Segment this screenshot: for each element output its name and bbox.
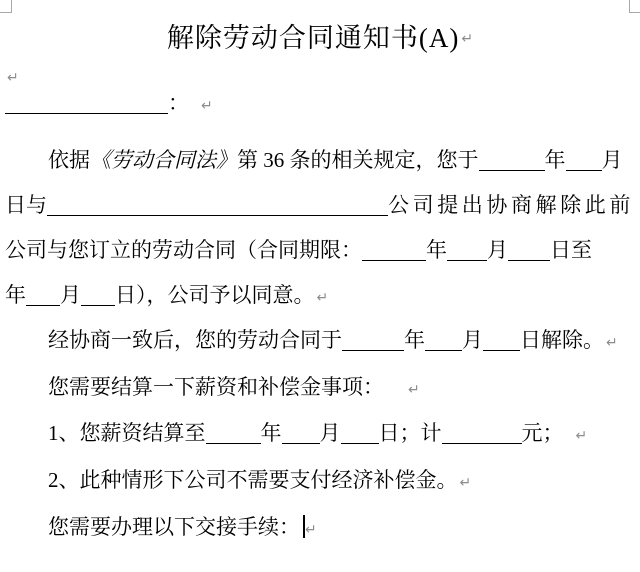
body-line-3[interactable] xyxy=(5,233,635,267)
text-run[interactable]: 元； xyxy=(521,421,564,445)
text-run[interactable]: 经协商一致后，您的劳动合同于 xyxy=(48,328,342,352)
paragraph-mark-icon: ↵ xyxy=(606,335,618,351)
text-run[interactable]: 月 xyxy=(487,238,508,262)
fill-in-blank-underline[interactable] xyxy=(81,286,115,306)
page-margin-crop-mark-top-left xyxy=(0,0,12,13)
body-line-2[interactable] xyxy=(5,188,635,222)
text-run[interactable]: 《劳动合同法》 xyxy=(90,148,237,172)
fill-in-blank-underline[interactable] xyxy=(206,424,261,444)
text-run[interactable]: 1、您薪资结算至 xyxy=(48,421,206,445)
fill-in-blank-underline[interactable] xyxy=(342,331,404,351)
text-run[interactable]: 公司与您订立的劳动合同（合同期限： xyxy=(5,238,362,262)
fill-in-blank-underline[interactable] xyxy=(483,331,520,351)
text-run[interactable]: 日与 xyxy=(5,193,47,217)
fill-in-blank-underline[interactable] xyxy=(47,196,388,216)
fill-in-blank-underline[interactable] xyxy=(479,151,545,171)
paragraph-mark-icon: ↵ xyxy=(305,522,317,538)
paragraph-mark-icon: ↵ xyxy=(201,98,213,114)
fill-in-blank-underline[interactable] xyxy=(5,94,168,114)
text-run[interactable]: 依据 xyxy=(48,148,90,172)
salutation-line[interactable] xyxy=(5,86,635,120)
paragraph-mark-icon: ↵ xyxy=(461,31,474,47)
fill-in-blank-underline[interactable] xyxy=(566,151,602,171)
fill-in-blank-underline[interactable] xyxy=(442,424,522,444)
document-title[interactable]: 解除劳动合同通知书(A) xyxy=(166,23,460,53)
text-run[interactable]: ： xyxy=(168,91,189,115)
text-run[interactable]: 日至 xyxy=(550,238,592,262)
text-run[interactable]: 日解除。 xyxy=(520,328,604,352)
text-run[interactable]: 月 xyxy=(601,148,623,172)
space-gap xyxy=(564,439,574,440)
paragraph-mark-icon: ↵ xyxy=(316,290,329,306)
body-line-9[interactable] xyxy=(5,510,635,544)
text-run[interactable]: 年 xyxy=(5,283,26,307)
text-run[interactable]: 月 xyxy=(319,421,341,445)
fill-in-blank-underline[interactable] xyxy=(425,331,462,351)
body-line-7[interactable] xyxy=(5,416,635,450)
fill-in-blank-underline[interactable] xyxy=(26,286,60,306)
space-gap xyxy=(189,109,199,110)
text-run[interactable]: 月 xyxy=(462,328,483,352)
paragraph-mark-icon: ↵ xyxy=(408,382,420,398)
body-line-4[interactable] xyxy=(5,278,635,312)
fill-in-blank-underline[interactable] xyxy=(447,241,487,261)
text-run[interactable]: 您需要结算一下薪资和补偿金事项： xyxy=(48,375,384,399)
document-title-line xyxy=(0,18,640,59)
paragraph-mark-icon: ↵ xyxy=(7,70,19,86)
space-gap xyxy=(384,393,406,394)
text-run[interactable]: 日），公司予以同意。 xyxy=(115,283,315,307)
fill-in-blank-underline[interactable] xyxy=(341,424,379,444)
text-run[interactable]: 您需要办理以下交接手续： xyxy=(48,515,300,539)
page-margin-crop-mark-top-right xyxy=(629,0,640,13)
fill-in-blank-underline[interactable] xyxy=(362,241,426,261)
body-line-1[interactable] xyxy=(5,143,635,177)
paragraph-mark-icon: ↵ xyxy=(575,428,588,444)
text-run[interactable]: 年 xyxy=(426,238,447,262)
text-run[interactable]: 年 xyxy=(404,328,425,352)
fill-in-blank-underline[interactable] xyxy=(282,424,320,444)
text-run[interactable]: 2、此种情形下公司不需要支付经济补偿金。 xyxy=(48,468,458,492)
body-line-6[interactable] xyxy=(5,370,635,404)
paragraph-mark-icon: ↵ xyxy=(459,475,472,491)
text-run[interactable]: 年 xyxy=(544,148,566,172)
body-line-5[interactable] xyxy=(5,323,635,357)
text-run[interactable]: 第 36 条的相关规定，您于 xyxy=(237,148,479,172)
text-run[interactable]: 年 xyxy=(260,421,282,445)
body-line-8[interactable] xyxy=(5,463,635,497)
fill-in-blank-underline[interactable] xyxy=(508,241,550,261)
text-run[interactable]: 月 xyxy=(60,283,81,307)
text-run[interactable]: 日；计 xyxy=(378,421,442,445)
text-run[interactable]: 公司提出协商解除此前 xyxy=(388,193,634,217)
